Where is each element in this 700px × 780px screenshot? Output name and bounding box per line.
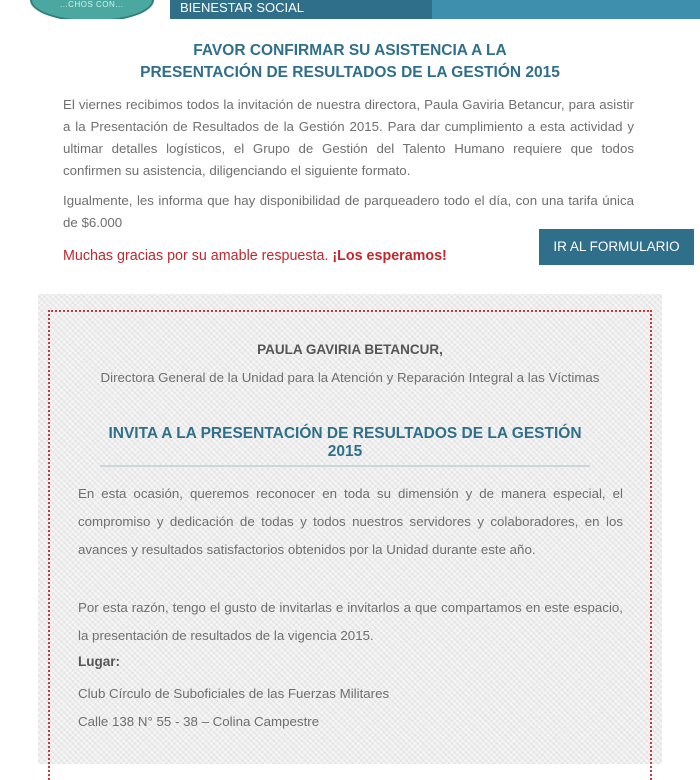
parking-paragraph: Igualmente, les informa que hay disponibilidad de parqueadero todo el día, con una tarifa única de $6.000 <box>63 193 634 230</box>
thanks-message <box>63 248 447 264</box>
page-title <box>40 40 660 84</box>
invitation-host-name: PAULA GAVIRIA BETANCUR, <box>257 342 443 357</box>
thanks-text: Muchas gracias por su amable respuesta. <box>63 248 333 264</box>
venue-address: Calle 138 N° 55 - 38 – Colina Campestre <box>78 714 320 729</box>
go-to-form-button[interactable]: IR AL FORMULARIO <box>539 229 694 265</box>
page-title-line2: PRESENTACIÓN DE RESULTADOS DE LA GESTIÓN 2015 <box>140 64 560 81</box>
header-band-decoration <box>432 0 700 19</box>
invitation-host-role: Directora General de la Unidad para la Atención y Reparación Integral a las Víctimas <box>100 370 600 385</box>
invitation-card <box>38 294 662 764</box>
intro-paragraph: El viernes recibimos todos la invitación de nuestra directora, Paula Gaviria Betancur, para asistir a la Presentación de Resultados de la Gestión 2015. Para dar cumplimiento a esta actividad y ultimar detalles logísticos, el Grupo de Gestión del Talento Humano requiere que todos confirmen su asistencia, diligenciando el siguiente formato. <box>63 97 634 178</box>
email-header <box>0 0 700 19</box>
venue-label: Lugar: <box>78 654 120 669</box>
thanks-bold: ¡Los esperamos! <box>332 248 447 264</box>
page-title-line1: FAVOR CONFIRMAR SU ASISTENCIA A LA <box>193 42 507 59</box>
invitation-paragraph-2: Por esta razón, tengo el gusto de invitarlas e invitarlos a que compartamos en este espacio, la presentación de resultados de la vigencia 2015. <box>78 600 623 643</box>
invitation-paragraph-1: En esta ocasión, queremos reconocer en toda su dimensión y de manera especial, el compromiso y dedicación de todas y todos nuestros servidores y colaboradores, en los avances y resultados satisfactorios obtenidos por la Unidad durante este año. <box>78 486 623 557</box>
section-label: BIENESTAR SOCIAL <box>170 0 432 19</box>
venue-name: Club Círculo de Suboficiales de las Fuerzas Militares <box>78 686 390 701</box>
logo <box>0 0 170 19</box>
logo-text: ...CHOS CON... <box>60 0 124 9</box>
invitation-heading: INVITA A LA PRESENTACIÓN DE RESULTADOS DE LA GESTIÓN 2015 <box>100 425 590 467</box>
